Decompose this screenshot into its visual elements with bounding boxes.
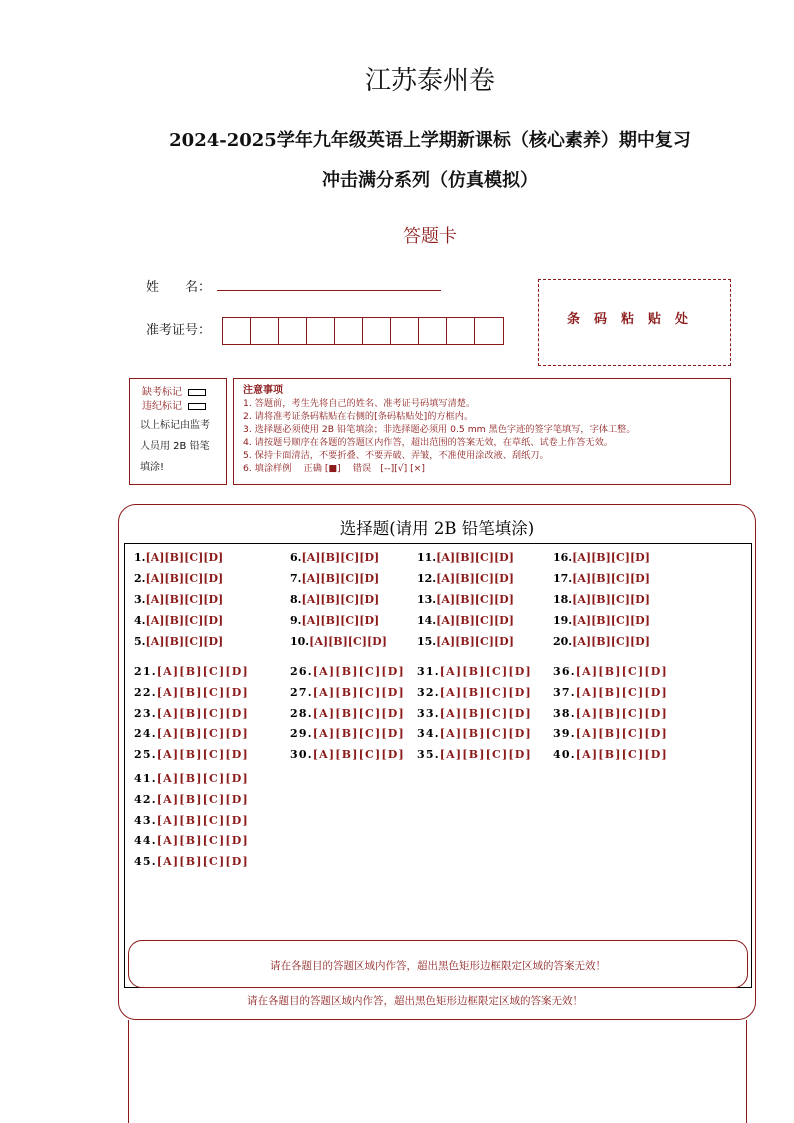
answer-options[interactable]: [A][B][C][D]: [312, 727, 405, 740]
question-item[interactable]: [290, 665, 405, 678]
answer-options[interactable]: [A][B][C][D]: [572, 635, 650, 648]
notice-heading: 注意事项: [243, 385, 283, 396]
question-number: 10.: [290, 635, 310, 648]
question-number: 45.: [134, 855, 157, 868]
question-number: 5.: [134, 635, 146, 648]
question-item[interactable]: [417, 707, 532, 720]
question-item[interactable]: [417, 635, 514, 648]
question-item[interactable]: [134, 686, 249, 699]
notice-box: [233, 378, 731, 485]
exam-id-digit-box[interactable]: [279, 318, 307, 344]
answer-card-title: 答题卡: [403, 226, 457, 247]
barcode-area: [538, 279, 731, 366]
notice-item: 3. 选择题必须使用 2B 铅笔填涂；非选择题必须用 0.5 mm 黑色字迹的签字笔填写，字体工整。: [243, 424, 636, 435]
answer-options[interactable]: [A][B][C][D]: [145, 593, 224, 606]
answer-area-right-border: [746, 1020, 747, 1123]
answer-options[interactable]: [A][B][C][D]: [439, 665, 532, 678]
answer-options[interactable]: [A][B][C][D]: [156, 793, 249, 806]
answer-options[interactable]: [A][B][C][D]: [439, 707, 532, 720]
question-item[interactable]: [417, 748, 532, 761]
question-number: 11.: [417, 551, 437, 564]
question-item[interactable]: [553, 686, 668, 699]
exam-title-line1: 2024-2025学年九年级英语上学期新课标（核心素养）期中复习: [169, 130, 691, 151]
answer-options[interactable]: [A][B][C][D]: [309, 635, 387, 648]
exam-title-line2: 冲击满分系列（仿真模拟）: [322, 170, 538, 191]
answer-options[interactable]: [A][B][C][D]: [301, 614, 380, 627]
answer-options[interactable]: [A][B][C][D]: [575, 665, 668, 678]
question-number: 28.: [290, 707, 313, 720]
exam-id-digit-box[interactable]: [363, 318, 391, 344]
question-number: 39.: [553, 727, 576, 740]
answer-options[interactable]: [A][B][C][D]: [439, 727, 532, 740]
question-number: 19.: [553, 614, 573, 627]
answer-options[interactable]: [A][B][C][D]: [436, 572, 514, 585]
question-number: 44.: [134, 834, 157, 847]
answer-options[interactable]: [A][B][C][D]: [301, 572, 380, 585]
answer-options[interactable]: [A][B][C][D]: [572, 551, 650, 564]
notice-item: 1. 答题前，考生先将自己的姓名、准考证号码填写清楚。: [243, 398, 476, 409]
exam-id-digit-box[interactable]: [391, 318, 419, 344]
question-item[interactable]: [290, 748, 405, 761]
absent-mark-box[interactable]: [188, 389, 206, 396]
answer-options[interactable]: [A][B][C][D]: [156, 727, 249, 740]
question-number: 2.: [134, 572, 146, 585]
question-number: 36.: [553, 665, 576, 678]
question-number: 23.: [134, 707, 157, 720]
question-number: 12.: [417, 572, 437, 585]
absent-mark-label: 缺考标记: [142, 387, 182, 398]
question-item[interactable]: [290, 635, 387, 648]
question-item[interactable]: [134, 593, 223, 606]
barcode-label: 条码粘贴处: [566, 312, 702, 327]
answer-options[interactable]: [A][B][C][D]: [575, 748, 668, 761]
answer-options[interactable]: [A][B][C][D]: [436, 614, 514, 627]
question-item[interactable]: [553, 551, 650, 564]
question-item[interactable]: [134, 855, 249, 868]
choice-section-title: 选择题(请用 2B 铅笔填涂): [339, 519, 535, 538]
question-number: 34.: [417, 727, 440, 740]
answer-area-left-border: [128, 1020, 129, 1123]
question-number: 20.: [553, 635, 573, 648]
question-number: 33.: [417, 707, 440, 720]
question-number: 43.: [134, 814, 157, 827]
question-number: 6.: [290, 551, 302, 564]
answer-options[interactable]: [A][B][C][D]: [572, 593, 650, 606]
question-number: 14.: [417, 614, 437, 627]
notice-item: 4. 请按题号顺序在各题的答题区内作答，超出范围的答案无效，在草纸、试卷上作答无效。: [243, 437, 613, 448]
question-number: 17.: [553, 572, 573, 585]
exam-id-label: 准考证号：: [146, 323, 212, 338]
answer-options[interactable]: [A][B][C][D]: [436, 635, 514, 648]
question-item[interactable]: [417, 593, 514, 606]
question-number: 42.: [134, 793, 157, 806]
answer-options[interactable]: [A][B][C][D]: [575, 707, 668, 720]
exam-id-digit-box[interactable]: [223, 318, 251, 344]
answer-options[interactable]: [A][B][C][D]: [156, 686, 249, 699]
question-number: 7.: [290, 572, 302, 585]
marks-note-2: 人员用 2B 铅笔: [140, 441, 210, 452]
notice-item: 2. 请将准考证条码粘贴在右侧的[条码粘贴处]的方框内。: [243, 411, 474, 422]
question-item[interactable]: [134, 614, 223, 627]
question-item[interactable]: [134, 727, 249, 740]
question-item[interactable]: [134, 707, 249, 720]
exam-id-digit-box[interactable]: [447, 318, 475, 344]
answer-options[interactable]: [A][B][C][D]: [156, 814, 249, 827]
answer-options[interactable]: [A][B][C][D]: [145, 635, 224, 648]
answer-options[interactable]: [A][B][C][D]: [145, 551, 224, 564]
region-title: 江苏泰州卷: [364, 66, 495, 96]
marks-box: [129, 378, 227, 485]
question-item[interactable]: [417, 572, 514, 585]
question-item[interactable]: [553, 707, 668, 720]
question-number: 18.: [553, 593, 573, 606]
name-label: 姓 名：: [146, 280, 212, 295]
question-number: 37.: [553, 686, 576, 699]
question-number: 26.: [290, 665, 313, 678]
question-number: 9.: [290, 614, 302, 627]
question-number: 41.: [134, 772, 157, 785]
question-item[interactable]: [417, 551, 514, 564]
exam-id-digit-box[interactable]: [335, 318, 363, 344]
question-item[interactable]: [417, 686, 532, 699]
outer-warning-text: 请在各题目的答题区域内作答，超出黑色矩形边框限定区域的答案无效！: [247, 995, 583, 1007]
exam-id-digit-box[interactable]: [475, 318, 503, 344]
question-number: 15.: [417, 635, 437, 648]
question-number: 1.: [134, 551, 146, 564]
exam-id-digit-box[interactable]: [307, 318, 335, 344]
answer-options[interactable]: [A][B][C][D]: [312, 665, 405, 678]
exam-id-digit-box[interactable]: [251, 318, 279, 344]
question-item[interactable]: [290, 614, 379, 627]
question-item[interactable]: [290, 686, 405, 699]
question-item[interactable]: [290, 551, 379, 564]
answer-options[interactable]: [A][B][C][D]: [301, 551, 380, 564]
question-number: 24.: [134, 727, 157, 740]
question-number: 4.: [134, 614, 146, 627]
question-item[interactable]: [417, 727, 532, 740]
answer-options[interactable]: [A][B][C][D]: [439, 748, 532, 761]
question-number: 40.: [553, 748, 576, 761]
answer-options[interactable]: [A][B][C][D]: [301, 593, 380, 606]
question-item[interactable]: [134, 772, 249, 785]
question-number: 13.: [417, 593, 437, 606]
answer-options[interactable]: [A][B][C][D]: [575, 727, 668, 740]
question-number: 21.: [134, 665, 157, 678]
question-number: 22.: [134, 686, 157, 699]
question-number: 25.: [134, 748, 157, 761]
marks-note-1: 以上标记由监考: [140, 420, 210, 431]
question-number: 38.: [553, 707, 576, 720]
notice-item: 6. 填涂样例 正确 [■] 错误 [--][√] [×]: [243, 463, 425, 474]
answer-options[interactable]: [A][B][C][D]: [156, 707, 249, 720]
violation-mark-box[interactable]: [188, 403, 206, 410]
exam-id-digit-box[interactable]: [419, 318, 447, 344]
answer-options[interactable]: [A][B][C][D]: [156, 772, 249, 785]
question-item[interactable]: [134, 635, 223, 648]
answer-options[interactable]: [A][B][C][D]: [145, 572, 224, 585]
inner-warning-text: 请在各题目的答题区域内作答，超出黑色矩形边框限定区域的答案无效！: [270, 960, 606, 972]
question-item[interactable]: [553, 635, 650, 648]
question-item[interactable]: [134, 793, 249, 806]
answer-options[interactable]: [A][B][C][D]: [312, 748, 405, 761]
question-number: 29.: [290, 727, 313, 740]
question-item[interactable]: [134, 665, 249, 678]
question-item[interactable]: [134, 834, 249, 847]
question-item[interactable]: [553, 614, 650, 627]
question-item[interactable]: [553, 748, 668, 761]
question-number: 16.: [553, 551, 573, 564]
question-item[interactable]: [553, 727, 668, 740]
question-item[interactable]: [290, 727, 405, 740]
answer-options[interactable]: [A][B][C][D]: [145, 614, 224, 627]
notice-item: 5. 保持卡面清洁，不要折叠、不要弄破、弄皱，不准使用涂改液、刮纸刀。: [243, 450, 549, 461]
question-item[interactable]: [553, 665, 668, 678]
question-number: 3.: [134, 593, 146, 606]
question-number: 8.: [290, 593, 302, 606]
question-item[interactable]: [290, 572, 379, 585]
question-item[interactable]: [417, 665, 532, 678]
answer-options[interactable]: [A][B][C][D]: [436, 551, 514, 564]
question-number: 30.: [290, 748, 313, 761]
question-item[interactable]: [553, 572, 650, 585]
choice-section-frame: [124, 543, 752, 988]
answer-options[interactable]: [A][B][C][D]: [572, 572, 650, 585]
question-item[interactable]: [553, 593, 650, 606]
name-input-line[interactable]: [217, 290, 441, 291]
answer-options[interactable]: [A][B][C][D]: [156, 665, 249, 678]
answer-options[interactable]: [A][B][C][D]: [572, 614, 650, 627]
answer-options[interactable]: [A][B][C][D]: [312, 686, 405, 699]
question-item[interactable]: [134, 748, 249, 761]
marks-note-3: 填涂!: [140, 462, 165, 473]
exam-id-boxes[interactable]: [222, 317, 504, 345]
question-item[interactable]: [417, 614, 514, 627]
question-item[interactable]: [290, 707, 405, 720]
violation-mark-label: 违纪标记: [142, 401, 182, 412]
answer-options[interactable]: [A][B][C][D]: [156, 855, 249, 868]
answer-options[interactable]: [A][B][C][D]: [436, 593, 514, 606]
question-item[interactable]: [134, 572, 223, 585]
question-number: 31.: [417, 665, 440, 678]
answer-options[interactable]: [A][B][C][D]: [312, 707, 405, 720]
question-number: 27.: [290, 686, 313, 699]
answer-options[interactable]: [A][B][C][D]: [156, 834, 249, 847]
answer-options[interactable]: [A][B][C][D]: [156, 748, 249, 761]
question-item[interactable]: [134, 814, 249, 827]
question-number: 32.: [417, 686, 440, 699]
question-item[interactable]: [134, 551, 223, 564]
answer-options[interactable]: [A][B][C][D]: [575, 686, 668, 699]
question-number: 35.: [417, 748, 440, 761]
question-item[interactable]: [290, 593, 379, 606]
answer-options[interactable]: [A][B][C][D]: [439, 686, 532, 699]
